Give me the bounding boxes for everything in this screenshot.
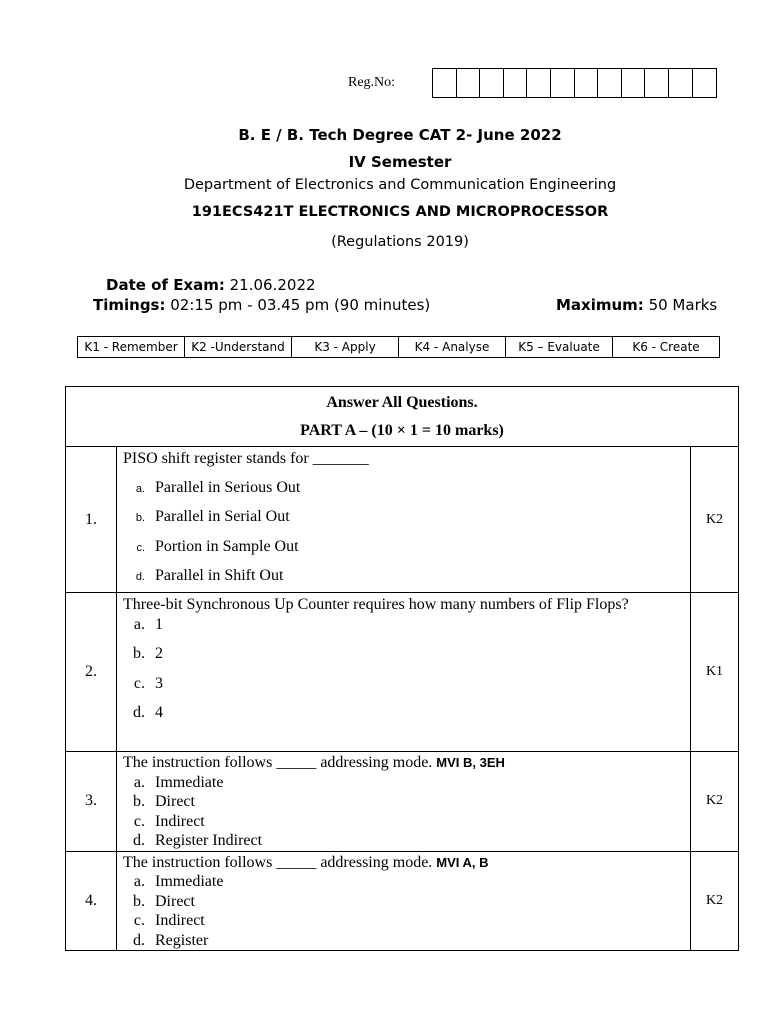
- option-letter: a.: [133, 773, 145, 791]
- option-text: Register Indirect: [155, 832, 263, 849]
- option-letter: c.: [133, 812, 145, 830]
- regulations: (Regulations 2019): [331, 234, 469, 250]
- option-text: 2: [155, 645, 163, 662]
- option-text: Parallel in Serial Out: [155, 508, 290, 525]
- question-body: [117, 447, 691, 593]
- option-d: [123, 566, 690, 588]
- option-d: [123, 703, 690, 723]
- option-a: [123, 615, 690, 645]
- question-row: [66, 851, 739, 951]
- option-letter: d.: [135, 571, 145, 583]
- question-text: PISO shift register stands for _______: [123, 450, 369, 467]
- reg-no-box[interactable]: [480, 69, 504, 97]
- option-letter: a.: [135, 482, 145, 495]
- option-text: Direct: [155, 793, 195, 810]
- level-k2: K2 -Understand: [185, 337, 292, 358]
- question-row: [66, 752, 739, 852]
- reg-no-box[interactable]: [575, 69, 599, 97]
- option-a: [123, 872, 690, 892]
- question-level: K2: [691, 752, 739, 852]
- maximum-label: Maximum:: [556, 296, 644, 314]
- reg-no-box[interactable]: [645, 69, 669, 97]
- reg-no-box[interactable]: [622, 69, 646, 97]
- option-c: [123, 812, 690, 832]
- question-row: [66, 447, 739, 593]
- level-k4: K4 - Analyse: [399, 337, 506, 358]
- question-stem: [123, 753, 690, 773]
- option-text: Indirect: [155, 812, 205, 830]
- question-body: [117, 593, 691, 752]
- question-number: 1.: [66, 447, 117, 593]
- question-level: K2: [691, 447, 739, 593]
- reg-no-boxes: [432, 68, 717, 98]
- option-letter: a.: [133, 873, 145, 890]
- option-b: [123, 644, 690, 674]
- option-c: [123, 537, 690, 567]
- level-k6: K6 - Create: [613, 337, 720, 358]
- degree-title: B. E / B. Tech Degree CAT 2- June 2022: [238, 126, 562, 144]
- option-letter: d.: [133, 704, 145, 721]
- course-title: 191ECS421T ELECTRONICS AND MICROPROCESSOR: [191, 204, 609, 220]
- option-letter: c.: [133, 674, 145, 692]
- exam-timings: [93, 296, 430, 314]
- maximum-value: 50 Marks: [643, 296, 718, 314]
- section-header: [66, 387, 739, 447]
- option-letter: c.: [133, 912, 145, 929]
- level-k5: K5 – Evaluate: [506, 337, 613, 358]
- question-number: 4.: [66, 851, 117, 951]
- option-d: [123, 931, 690, 951]
- option-text: Portion in Sample Out: [155, 537, 299, 555]
- level-k3: K3 - Apply: [292, 337, 399, 358]
- question-number: 3.: [66, 752, 117, 852]
- instruction: Answer All Questions.: [326, 393, 478, 411]
- option-b: [123, 892, 690, 912]
- knowledge-levels-table: [77, 336, 720, 358]
- question-level: K2: [691, 851, 739, 951]
- option-a: [123, 773, 690, 793]
- option-text: 1: [155, 615, 163, 633]
- option-text: Parallel in Serious Out: [155, 478, 301, 496]
- question-row: [66, 593, 739, 752]
- instruction-code: MVI B, 3EH: [436, 755, 505, 770]
- option-letter: b.: [133, 645, 145, 662]
- question-stem: [123, 853, 690, 873]
- reg-no-box[interactable]: [693, 69, 717, 97]
- instruction-code: MVI A, B: [436, 854, 489, 870]
- question-text: Three-bit Synchronous Up Counter requires how many numbers of Flip Flops?: [123, 596, 629, 613]
- option-text: Immediate: [155, 773, 224, 791]
- option-c: [123, 674, 690, 704]
- option-text: Indirect: [155, 912, 205, 929]
- option-text: 3: [155, 674, 163, 692]
- reg-no-box[interactable]: [457, 69, 481, 97]
- timings-label: Timings:: [93, 296, 166, 314]
- question-body: [117, 752, 691, 852]
- reg-no: [348, 68, 717, 98]
- option-b: [123, 507, 690, 537]
- option-letter: b.: [133, 793, 145, 810]
- semester: IV Semester: [348, 153, 452, 171]
- part-title: PART A – (10 × 1 = 10 marks): [300, 421, 504, 439]
- exam-date: [106, 276, 316, 294]
- question-table: [65, 386, 739, 951]
- reg-no-label: Reg.No:: [348, 75, 396, 90]
- option-letter: a.: [133, 615, 145, 633]
- reg-no-box[interactable]: [504, 69, 528, 97]
- exam-date-label: Date of Exam:: [106, 276, 225, 294]
- option-letter: d.: [133, 832, 145, 849]
- option-letter: b.: [135, 512, 145, 524]
- option-letter: c.: [136, 541, 145, 554]
- reg-no-box[interactable]: [551, 69, 575, 97]
- option-text: 4: [155, 704, 163, 721]
- question-text: The instruction follows _____ addressing mode.: [123, 853, 437, 871]
- reg-no-box[interactable]: [433, 69, 457, 97]
- exam-date-value: 21.06.2022: [224, 276, 316, 294]
- option-text: Direct: [155, 892, 195, 910]
- question-level: K1: [691, 593, 739, 752]
- option-text: Immediate: [155, 873, 224, 890]
- option-text: Parallel in Shift Out: [155, 567, 284, 584]
- department: Department of Electronics and Communication Engineering: [183, 177, 617, 193]
- question-body: [117, 851, 691, 951]
- exam-maximum: [556, 296, 717, 314]
- reg-no-box[interactable]: [669, 69, 693, 97]
- reg-no-box[interactable]: [598, 69, 622, 97]
- question-number: 2.: [66, 593, 117, 752]
- option-letter: b.: [133, 892, 145, 910]
- option-c: [123, 911, 690, 931]
- option-d: [123, 831, 690, 851]
- option-letter: d.: [133, 931, 145, 949]
- timings-value: 02:15 pm - 03.45 pm (90 minutes): [165, 296, 431, 314]
- question-text: The instruction follows _____ addressing mode.: [123, 754, 437, 771]
- level-k1: K1 - Remember: [78, 337, 185, 358]
- option-text: Register: [155, 931, 209, 949]
- option-b: [123, 792, 690, 812]
- option-a: [123, 478, 690, 508]
- reg-no-box[interactable]: [527, 69, 551, 97]
